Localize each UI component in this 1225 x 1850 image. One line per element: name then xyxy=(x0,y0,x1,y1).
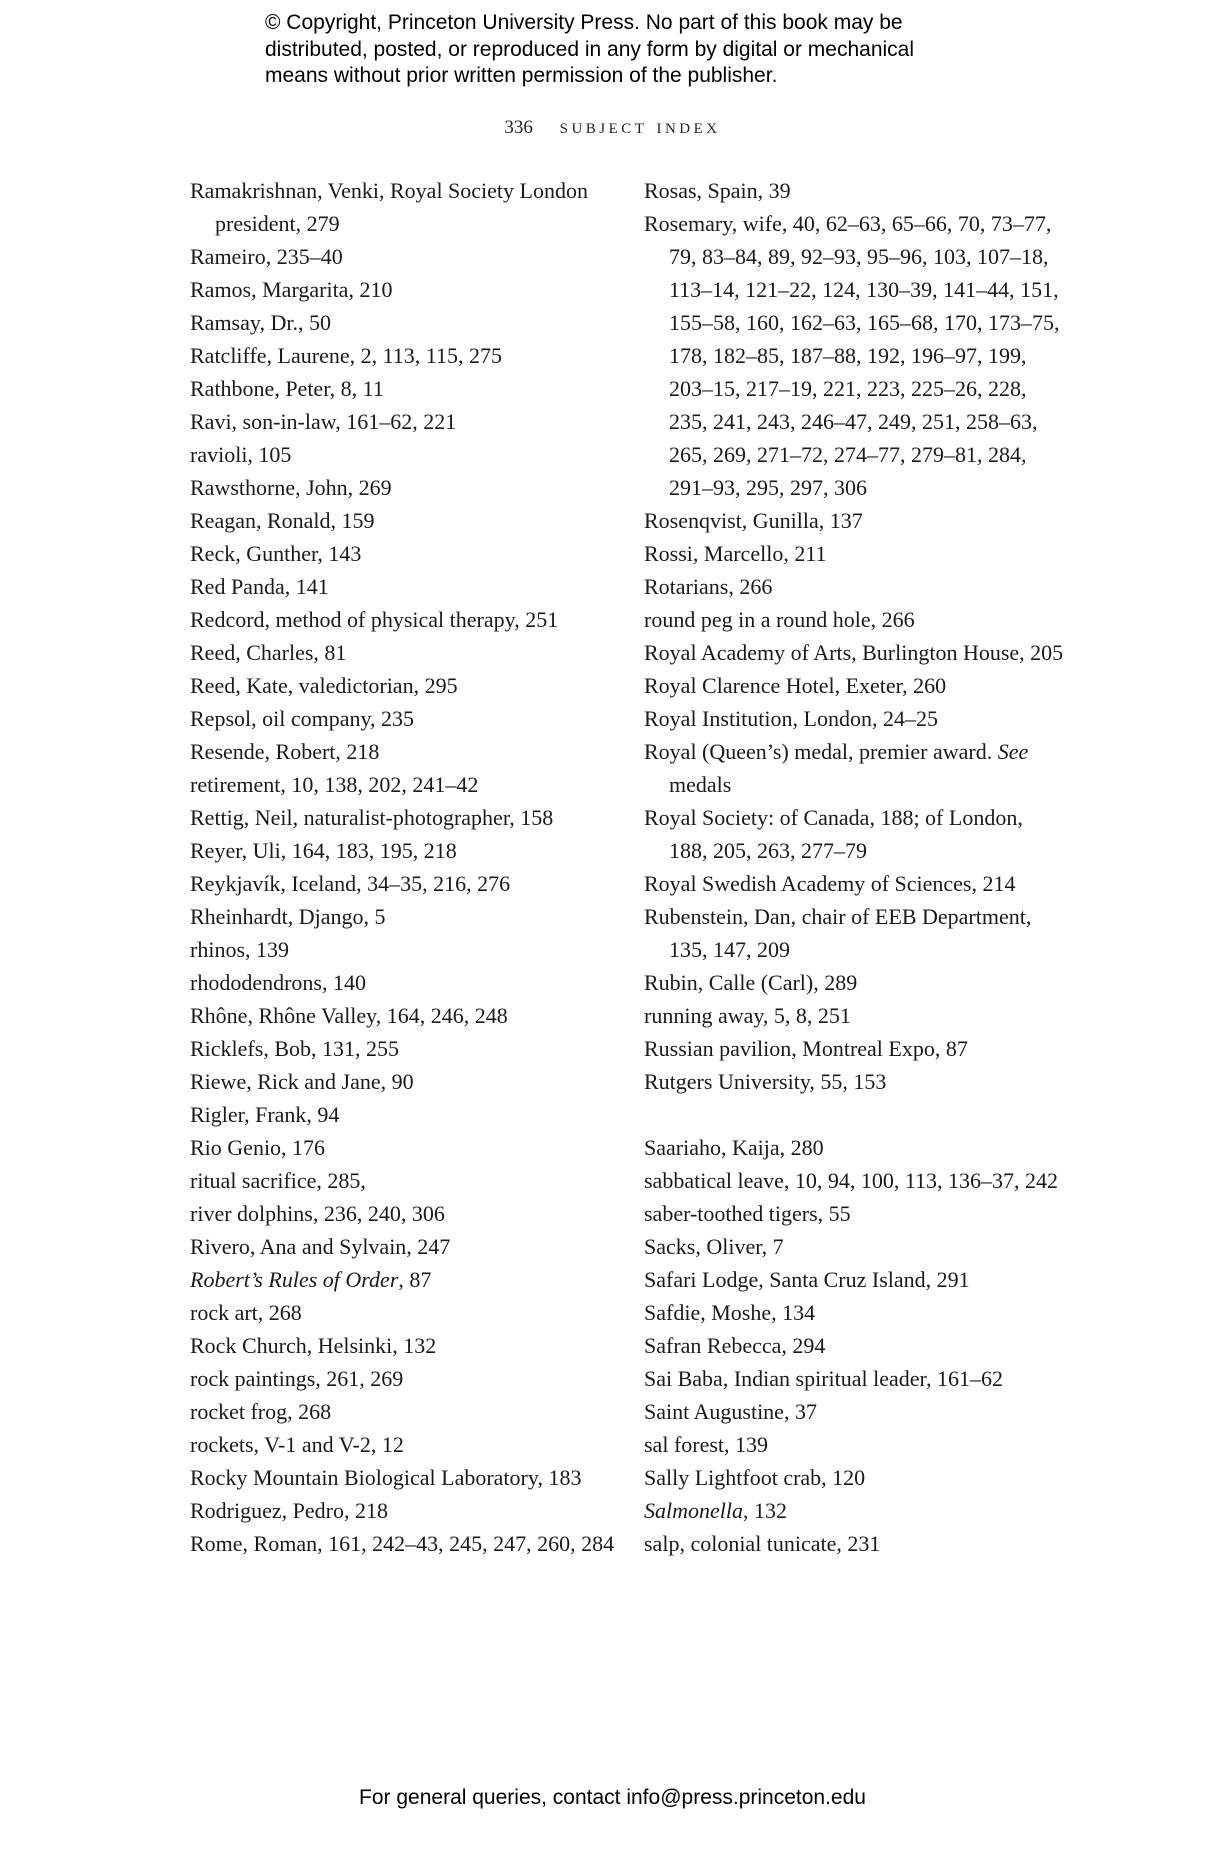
index-entry: Rawsthorne, John, 269 xyxy=(190,475,392,500)
index-entry xyxy=(644,1494,1064,1527)
index-entry: Reed, Kate, valedictorian, 295 xyxy=(190,673,458,698)
index-entry: ravioli, 105 xyxy=(190,442,292,467)
index-entry: Saariaho, Kaija, 280 xyxy=(644,1135,824,1160)
index-entry: Royal Swedish Academy of Sciences, 214 xyxy=(644,871,1016,896)
index-entry xyxy=(190,1263,620,1296)
index-entry: river dolphins, 236, 240, 306 xyxy=(190,1201,445,1226)
index-entry: salp, colonial tunicate, 231 xyxy=(644,1531,881,1556)
copyright-line: © Copyright, Princeton University Press. No part of this book may be xyxy=(265,11,903,34)
index-entry: Royal Academy of Arts, Burlington House, 205 xyxy=(644,640,1064,665)
page-number: 336 xyxy=(504,117,533,138)
index-entry: Rossi, Marcello, 211 xyxy=(644,541,827,566)
index-entry: Rosas, Spain, 39 xyxy=(644,178,791,203)
index-entry: Rheinhardt, Django, 5 xyxy=(190,904,386,929)
index-entry-pages: , 87 xyxy=(398,1267,432,1292)
index-entry: Ramos, Margarita, 210 xyxy=(190,277,393,302)
index-entry: Rutgers University, 55, 153 xyxy=(644,1069,887,1094)
copyright-notice xyxy=(265,10,1025,90)
footer-contact: For general queries, contact info@press.princeton.edu xyxy=(359,1786,866,1809)
index-entry: Reyer, Uli, 164, 183, 195, 218 xyxy=(190,838,457,863)
index-entry: Ravi, son-in-law, 161–62, 221 xyxy=(190,409,457,434)
index-entry: Royal Society: of Canada, 188; of London, 188, 205, 263, 277–79 xyxy=(644,805,1023,863)
index-entry: Repsol, oil company, 235 xyxy=(190,706,415,731)
see-target: medals xyxy=(669,772,732,797)
index-entry: retirement, 10, 138, 202, 241–42 xyxy=(190,772,479,797)
index-entry-pages: , 132 xyxy=(743,1498,787,1523)
index-entry: Rocky Mountain Biological Laboratory, 183 xyxy=(190,1465,582,1490)
index-entry: Ratcliffe, Laurene, 2, 113, 115, 275 xyxy=(190,343,502,368)
index-entry: Reykjavík, Iceland, 34–35, 216, 276 xyxy=(190,871,511,896)
index-entry: Rome, Roman, 161, 242–43, 245, 247, 260, 284 xyxy=(190,1531,615,1556)
index-entry: rhinos, 139 xyxy=(190,937,289,962)
copyright-line: means without prior written permission of the publisher. xyxy=(265,64,778,87)
index-entry: rockets, V-1 and V-2, 12 xyxy=(190,1432,404,1457)
index-entry: Ramakrishnan, Venki, Royal Society London president, 279 xyxy=(190,178,588,236)
index-entry xyxy=(644,735,1064,801)
index-entry: Royal Clarence Hotel, Exeter, 260 xyxy=(644,673,947,698)
index-column-left xyxy=(190,174,620,1560)
index-entry: rocket frog, 268 xyxy=(190,1399,332,1424)
index-entry-italic-title: Robert’s Rules of Order xyxy=(190,1267,399,1292)
index-entry: rock art, 268 xyxy=(190,1300,302,1325)
index-entry: sabbatical leave, 10, 94, 100, 113, 136–37, 242 xyxy=(644,1168,1059,1193)
index-entry: Russian pavilion, Montreal Expo, 87 xyxy=(644,1036,968,1061)
index-entry: Rosemary, wife, 40, 62–63, 65–66, 70, 73–77, 79, 83–84, 89, 92–93, 95–96, 103, 107–18, 113–14, 121–22, 124, 130–39, 141–44, 151, 155–58, 160, 162–63, 165–68, 170, 173–75, 178, 182–85, 187–88, 192, 196–97, 199, 203–15, 217–19, 221, 223, 225–26, 228, 235, 241, 243, 246–47, 249, 251, 258–63, 265, 269, 271–72, 274–77, 279–81, 284, 291–93, 295, 297, 306 xyxy=(644,211,1060,500)
index-entry: Safran Rebecca, 294 xyxy=(644,1333,826,1358)
index-entry: Rathbone, Peter, 8, 11 xyxy=(190,376,384,401)
running-head xyxy=(0,113,1225,139)
index-entry-text: Royal (Queen’s) medal, premier award. xyxy=(644,739,998,764)
index-entry-italic-title: Salmonella xyxy=(644,1498,743,1523)
letter-section-gap xyxy=(644,1098,1064,1131)
index-entry: Rigler, Frank, 94 xyxy=(190,1102,340,1127)
index-entry: Sally Lightfoot crab, 120 xyxy=(644,1465,866,1490)
index-entry: Rivero, Ana and Sylvain, 247 xyxy=(190,1234,451,1259)
index-entry: Rodriguez, Pedro, 218 xyxy=(190,1498,388,1523)
index-entry: Sacks, Oliver, 7 xyxy=(644,1234,784,1259)
index-entry: Rubenstein, Dan, chair of EEB Department, 135, 147, 209 xyxy=(644,904,1032,962)
index-entry: Rameiro, 235–40 xyxy=(190,244,343,269)
index-entry: Resende, Robert, 218 xyxy=(190,739,380,764)
index-entry: running away, 5, 8, 251 xyxy=(644,1003,851,1028)
index-entry: Riewe, Rick and Jane, 90 xyxy=(190,1069,414,1094)
index-entry: Rettig, Neil, naturalist-photographer, 158 xyxy=(190,805,554,830)
index-entry: Rock Church, Helsinki, 132 xyxy=(190,1333,437,1358)
index-entry: Red Panda, 141 xyxy=(190,574,329,599)
index-entry: ritual sacrifice, 285, xyxy=(190,1168,366,1193)
index-entry: Safari Lodge, Santa Cruz Island, 291 xyxy=(644,1267,970,1292)
index-entry: Reagan, Ronald, 159 xyxy=(190,508,375,533)
index-entry: Rio Genio, 176 xyxy=(190,1135,326,1160)
index-entry: Ramsay, Dr., 50 xyxy=(190,310,331,335)
index-entry: Rubin, Calle (Carl), 289 xyxy=(644,970,858,995)
index-entry: rock paintings, 261, 269 xyxy=(190,1366,404,1391)
page-title: subject index xyxy=(559,113,721,138)
index-entry: sal forest, 139 xyxy=(644,1432,769,1457)
see-reference: See xyxy=(997,739,1029,764)
copyright-line: distributed, posted, or reproduced in any form by digital or mechanical xyxy=(265,37,915,61)
index-column-right xyxy=(644,174,1064,1560)
index-entry: saber-toothed tigers, 55 xyxy=(644,1201,851,1226)
index-entry: round peg in a round hole, 266 xyxy=(644,607,915,632)
index-entry: Rhône, Rhône Valley, 164, 246, 248 xyxy=(190,1003,508,1028)
index-entry: Rotarians, 266 xyxy=(644,574,773,599)
index-entry: Reed, Charles, 81 xyxy=(190,640,347,665)
index-entry: Safdie, Moshe, 134 xyxy=(644,1300,816,1325)
index-entry: Rosenqvist, Gunilla, 137 xyxy=(644,508,863,533)
index-entry: Royal Institution, London, 24–25 xyxy=(644,706,938,731)
index-entry: Ricklefs, Bob, 131, 255 xyxy=(190,1036,399,1061)
index-entry: rhododendrons, 140 xyxy=(190,970,366,995)
index-entry: Saint Augustine, 37 xyxy=(644,1399,817,1424)
index-entry: Sai Baba, Indian spiritual leader, 161–62 xyxy=(644,1366,1003,1391)
index-entry: Reck, Gunther, 143 xyxy=(190,541,362,566)
index-entry: Redcord, method of physical therapy, 251 xyxy=(190,607,559,632)
